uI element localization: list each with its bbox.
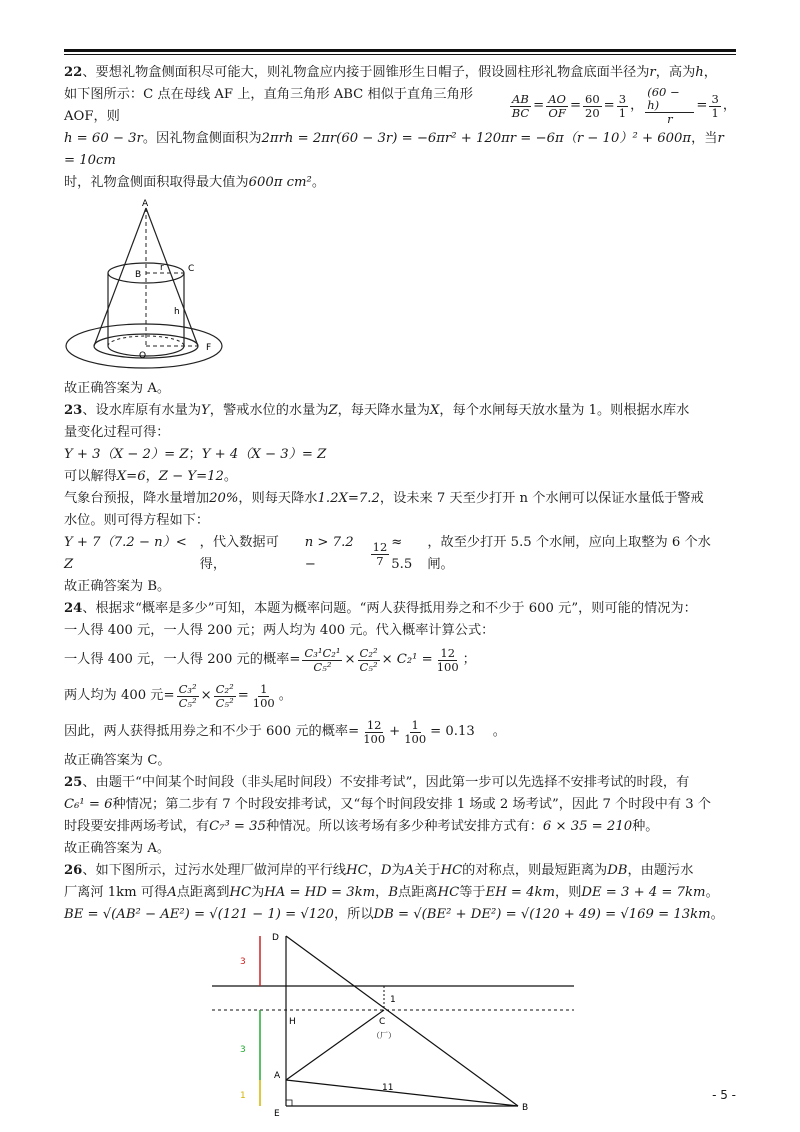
q23-z: Z [328, 403, 338, 418]
q24-case1-text: 一人得 400 元，一人得 200 元的概率 [64, 652, 290, 667]
label-d: D [272, 933, 279, 943]
label-seg2: 3 [240, 1045, 246, 1055]
q26-line3 [64, 904, 736, 926]
label-seg1: 3 [240, 957, 246, 967]
q22-period: 。 [311, 175, 326, 190]
q25-comb1: C₆¹ = 6 [64, 797, 113, 812]
q24-case1-frac1: $\frac{\text{C₃¹C₂¹}}{\text{C₅²}}$ [304, 645, 341, 674]
q26-line2d: ， [375, 885, 389, 900]
q25-line2 [64, 794, 736, 816]
label-a: A [142, 199, 149, 209]
q22-max-value: 600π cm² [248, 175, 312, 190]
q24-times1: × [344, 652, 356, 667]
q26-a2: A [167, 885, 177, 900]
q23-approx: ≈ 5.5 [391, 535, 413, 572]
label-e: E [274, 1109, 280, 1118]
q24-period1: 。 [278, 688, 292, 703]
q22-h: h [695, 65, 704, 80]
page-content [64, 62, 736, 1118]
q24-line1 [64, 598, 736, 620]
header-rule-thin [64, 54, 736, 55]
q24-total-result: = 0.13 [430, 724, 475, 739]
q22-frac-60-20: $\frac{60}{20}$ [585, 91, 600, 120]
q26-hc1: HC [346, 863, 368, 878]
label-b: B [135, 270, 142, 280]
q24-line2: 一人得 400 元，一人得 200 元；两人均为 400 元。代入概率计算公式： [64, 623, 495, 638]
q26-b: B [388, 885, 399, 900]
q22-intro: 、要想礼物盒侧面积尽可能大，则礼物盒应内接于圆锥形生日帽子，假设圆柱形礼物盒底面半径为 [82, 65, 650, 80]
label-c: C [379, 1017, 386, 1027]
q23-text3: ，每天降水量为 [337, 403, 430, 418]
q23-rain: 1.2X=7.2 [317, 491, 380, 506]
q26-period2: 。 [710, 907, 724, 922]
q24-case2-frac2: $\frac{\text{C₂²}}{\text{C₅²}}$ [215, 681, 234, 710]
label-b: B [522, 1103, 529, 1113]
q24-plus: + [389, 724, 401, 739]
q25-line3 [64, 816, 736, 838]
q26-be: BE = √(AB² − AE²) = √(121 − 1) = √120 [64, 907, 334, 922]
q24-case2-eq2: = [237, 688, 249, 703]
q26-ha-hd: HA = HD = 3km [264, 885, 376, 900]
q25-product: 6 × 35 = 210 [542, 819, 633, 834]
q23-eq1: Y + 3（X − 2）= Z [64, 447, 189, 462]
q26-line2g: ，则 [555, 885, 582, 900]
q24-total-frac1: $\frac{12}{100}$ [363, 717, 386, 746]
q24-total-frac2: $\frac{1}{100}$ [404, 717, 427, 746]
q26-text6: ，由题污水 [627, 863, 694, 878]
label-a: A [274, 1071, 281, 1081]
q23-inequality [64, 532, 736, 576]
q22-frac-60h-r: $\frac{(60 - h)}{r}$ [645, 86, 694, 126]
q22-line3-text: 。因礼物盒侧面积为 [142, 131, 262, 146]
q22-when-text: ，当 [691, 131, 718, 146]
q23-water-line: 水位。则可得方程如下： [64, 513, 210, 528]
q26-text1: 、如下图所示，过污水处理厂做河岸的平行线 [82, 863, 347, 878]
line-ab [286, 1080, 518, 1106]
q26-number: 26 [64, 863, 83, 878]
q26-hc2: HC [440, 863, 463, 878]
q26-text2: ， [367, 863, 381, 878]
q24-case2 [64, 678, 736, 714]
q22-comma3: ， [722, 98, 736, 113]
q23-line2: 量变化过程可得： [64, 425, 170, 440]
q26-line2f: 等于 [459, 885, 486, 900]
q23-sol1: X=6 [116, 469, 146, 484]
river-distance-figure [212, 930, 592, 1118]
q26-line2e: 点距离 [398, 885, 438, 900]
q24-times2: × [200, 688, 212, 703]
q24-case1 [64, 642, 736, 678]
q26-hc3: HC [229, 885, 252, 900]
q23-forecast2: ，则每天降水 [238, 491, 318, 506]
q22-eq3: = [603, 98, 615, 113]
q26-text4: 关于 [414, 863, 441, 878]
q26-db: DB [607, 863, 628, 878]
q25-answer: 故正确答案为 A。 [64, 841, 171, 856]
q26-so: ，所以 [333, 907, 374, 922]
q24-total-text: 因此，两人获得抵用券之和不少于 600 元的概率 [64, 724, 349, 739]
q23-text4: ，每个水闸每天放水量为 1。则根据水库水 [439, 403, 690, 418]
label-f: F [206, 343, 212, 353]
q23-text2: ，警戒水位的水量为 [209, 403, 329, 418]
q22-r: r [649, 65, 656, 80]
q23-y: Y [201, 403, 210, 418]
q22-line4-text: 时，礼物盒侧面积取得最大值为 [64, 175, 249, 190]
q23-solution: 可以解得X=6，Z − Y=12。 [64, 469, 238, 484]
q22-line1 [64, 62, 736, 84]
q22-frac-ao-of: $\frac{AO}{OF}$ [548, 91, 566, 120]
label-o: O [139, 351, 147, 361]
q25-comb2: C₇³ = 35 [209, 819, 266, 834]
label-h: h [174, 307, 180, 317]
q23-pct: 20% [209, 491, 239, 506]
q25-text1: 、由题干“中间某个时间段（非头尾时间段）不安排考试”，因此第一步可以先选择不安排考试的时段，有 [82, 775, 690, 790]
q25-line1 [64, 772, 736, 794]
q26-hc4: HC [437, 885, 460, 900]
label-seg3: 1 [240, 1091, 246, 1101]
q23-forecast [64, 488, 736, 510]
label-gap: 1 [390, 995, 396, 1005]
right-angle-mark [286, 1100, 292, 1106]
page-number: - 5 - [712, 1088, 736, 1102]
q26-text5: 的对称点，则最短距离为 [462, 863, 608, 878]
q22-eq1: = [533, 98, 545, 113]
q26-period1: 。 [705, 885, 719, 900]
q23-text1: 、设水库原有水量为 [82, 403, 202, 418]
label-h: H [289, 1017, 296, 1027]
q24-case1-result: $\frac{12}{100}$ [436, 645, 459, 674]
q22-area-formula: 2πrh = 2πr(60 − 3r) = −6πr² + 120πr = −6π（r − 10）² + 600π [261, 131, 692, 146]
q26-a1: A [404, 863, 415, 878]
header-rule-thick [64, 49, 736, 52]
q26-line2a: 厂离河 1km 可得 [64, 885, 168, 900]
q23-equations [64, 444, 736, 466]
q22-frac-ab-bc: $\frac{AB}{BC}$ [511, 91, 530, 120]
q22-frac-3-1a: $\frac{3}{1}$ [618, 91, 627, 120]
q24-case2-result: $\frac{1}{100}$ [252, 681, 275, 710]
q22-line3 [64, 128, 736, 172]
q25-text2: 种情况；第二步有 7 个时段安排考试，又“每个时间段安排 1 场或 2 场考试”，因此 7 个时段中有 3 个 [112, 797, 711, 812]
q24-period2: 。 [492, 724, 506, 739]
q24-case2-eq: = [163, 688, 175, 703]
q23-forecast3: ，设未来 7 天至少打开 n 个水闸可以保证水量低于警戒 [379, 491, 704, 506]
q22-h-formula: h = 60 − 3r [64, 131, 143, 146]
q24-semi: ； [462, 652, 476, 667]
q23-eq2: Y + 4（X − 3）= Z [201, 447, 327, 462]
q23-x: X [429, 403, 440, 418]
label-factory: （厂） [372, 1031, 396, 1040]
q24-case2-frac1: $\frac{\text{C₃²}}{\text{C₅²}}$ [178, 681, 197, 710]
q26-line2 [64, 882, 736, 904]
q22-eq2: = [569, 98, 582, 113]
q22-height-text: ，高为 [655, 65, 696, 80]
q22-line2 [64, 84, 736, 128]
q23-sol2: Z − Y=12 [158, 469, 224, 484]
q22-answer: 故正确答案为 A。 [64, 381, 171, 396]
q25-text5: 种。 [632, 819, 659, 834]
q23-sub-text: ，代入数据可得， [199, 535, 279, 572]
q23-conclusion: ，故至少打开 5.5 个水闸，应向上取整为 6 个水闸。 [427, 535, 711, 572]
q23-solve-text: 可以解得 [64, 469, 117, 484]
line-ac [286, 1010, 384, 1080]
q22-eq4: = [696, 98, 708, 113]
q23-answer: 故正确答案为 B。 [64, 579, 171, 594]
q25-text4: 种情况。所以该考场有多少种考试安排方式有： [265, 819, 543, 834]
q24-total [64, 714, 736, 750]
label-r: r [160, 263, 164, 273]
q22-number: 22 [64, 65, 83, 80]
q24-text1: 、根据求“概率是多少”可知，本题为概率问题。“两人获得抵用券之和不少于 600 元”，则可能的情况为： [82, 601, 697, 616]
q26-de: DE = 3 + 4 = 7km [581, 885, 706, 900]
q23-number: 23 [64, 403, 83, 418]
q23-sep: ； [188, 447, 202, 462]
q26-line2b: 点距离到 [176, 885, 230, 900]
q26-line2c: 为 [251, 885, 265, 900]
label-11: 11 [382, 1083, 394, 1093]
q22-frac-3-1b: $\frac{3}{1}$ [711, 91, 719, 120]
q26-text3: 为 [391, 863, 405, 878]
q24-case2-text: 两人均为 400 元 [64, 688, 164, 703]
q22-comma2: ， [630, 98, 644, 113]
q23-frac-12-7: $\frac{12}{7}$ [372, 539, 388, 568]
line-db [286, 936, 518, 1106]
q25-number: 25 [64, 775, 83, 790]
q22-r-value: r = 10cm [64, 131, 724, 168]
q26-line1 [64, 860, 736, 882]
q26-eh: EH = 4km [485, 885, 556, 900]
q23-forecast1: 气象台预报，降水量增加 [64, 491, 210, 506]
q22-line2-text: 如下图所示：C 点在母线 AF 上，直角三角形 ABC 相似于直角三角形 AOF，则 [64, 87, 473, 124]
label-c: C [188, 264, 195, 274]
q22-comma: ， [703, 65, 717, 80]
q26-d: D [380, 863, 392, 878]
q26-db-eq: DB = √(BE² + DE²) = √(120 + 49) = √169 = 13km [373, 907, 711, 922]
q24-total-eq: = [348, 724, 360, 739]
q23-n-ineq: n > 7.2 − [304, 535, 354, 572]
q25-text3: 时段要安排两场考试，有 [64, 819, 210, 834]
q23-line1 [64, 400, 736, 422]
q22-line4 [64, 172, 736, 194]
q24-times-c: × C₂¹ = [381, 652, 433, 667]
cone-cylinder-figure [64, 198, 224, 376]
q24-number: 24 [64, 601, 83, 616]
q23-ineq: Y + 7（7.2 − n）< Z [64, 535, 187, 572]
outer-base-ellipse [66, 324, 222, 368]
q24-case1-eq: = [289, 652, 301, 667]
q24-answer: 故正确答案为 C。 [64, 753, 171, 768]
q24-case1-frac2: $\frac{\text{C₂²}}{\text{C₅²}}$ [359, 645, 378, 674]
